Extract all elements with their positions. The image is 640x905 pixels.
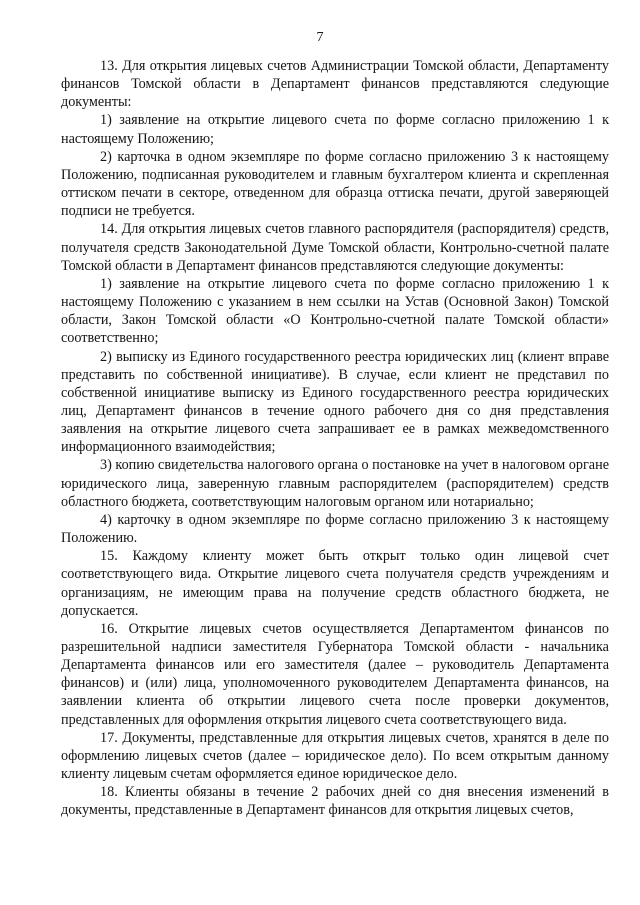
paragraph-18: 18. Клиенты обязаны в течение 2 рабочих дней со дня внесения изменений в документы, представленные в Департамент финансов для открытия лицевых счетов,: [61, 784, 609, 819]
paragraph-14-item-4: 4) карточку в одном экземпляре по форме согласно приложению 3 к настоящему Положению.: [61, 511, 609, 547]
paragraph-14-item-3: 3) копию свидетельства налогового органа о постановке на учет в налоговом органе юридического лица, заверенную главным распорядителем (распорядителем) средств областного бюджета, соответствующим налоговым органом или нотариально;: [61, 457, 609, 510]
paragraph-13-item-1: 1) заявление на открытие лицевого счета по форме согласно приложению 1 к настоящему Положению;: [61, 112, 609, 147]
paragraph-17: 17. Документы, представленные для открытия лицевых счетов, хранятся в деле по оформлению лицевых счетов (далее – юридическое дело). По всем открытым данному клиенту лицевым счетам оформляется единое юридическое дело.: [61, 729, 609, 783]
paragraph-13-item-2: 2) карточка в одном экземпляре по форме согласно приложению 3 к настоящему Положению, подписанная руководителем и главным бухгалтером клиента и скрепленная оттиском печати в секторе, отведенном для образца оттиска печати, другой заверяющей подписи не требуется.: [61, 148, 609, 220]
page-number: 7: [316, 30, 324, 45]
paragraph-14-item-2: 2) выписку из Единого государственного реестра юридических лиц (клиент вправе представить по собственной инициативе). В случае, если клиент не представил по собственной инициативе выписку из Единого государственного реестра юридических лиц, Департамент финансов в течение одного рабочего дня со дня представления заявления на открытие лицевого счета запрашивает ее в рамках межведомственного информационного взаимодействия;: [61, 348, 609, 456]
document-body: [61, 57, 609, 820]
paragraph-14: 14. Для открытия лицевых счетов главного распорядителя (распорядителя) средств, получателя средств Законодательной Думе Томской области, Контрольно-счетной палате Томской области в Департамент финансов представляются следующие документы:: [61, 221, 609, 274]
paragraph-13: 13. Для открытия лицевых счетов Администрации Томской области, Департаменту финансов Томской области в Департамент финансов представляются следующие документы:: [61, 58, 609, 111]
paragraph-14-item-1: 1) заявление на открытие лицевого счета по форме согласно приложению 1 к настоящему Положению с указанием в нем ссылки на Устав (Основной Закон) Томской области, Закон Томской области «О Контрольно-счетной палате Томской области» соответственно;: [61, 275, 609, 347]
paragraph-15: 15. Каждому клиенту может быть открыт только один лицевой счет соответствующего вида. Открытие лицевого счета получателя средств учреждениям и организациям, не имеющим права на получение средств областного бюджета, не допускается.: [61, 548, 609, 619]
paragraph-16: 16. Открытие лицевых счетов осуществляется Департаментом финансов по разрешительной надписи заместителя Губернатора Томской области - начальника Департамента финансов или его заместителя (далее – руководитель Департамента финансов) и (или) лица, уполномоченного руководителем Департамента финансов, на заявлении клиента об открытии лицевого счета после проверки документов, представленных для оформления открытия лицевого счета соответствующего вида.: [61, 620, 609, 728]
